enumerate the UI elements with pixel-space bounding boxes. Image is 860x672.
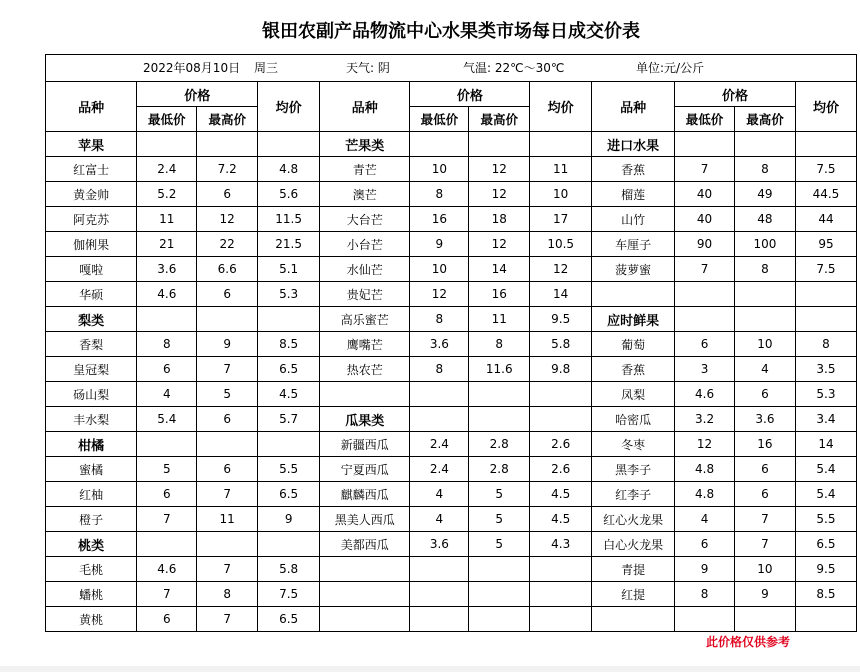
empty-cell [469,132,530,157]
variety-cell: 香蕉 [592,157,675,182]
high-price-cell: 11 [197,507,258,532]
avg-price-cell: 5.7 [258,407,320,432]
variety-cell: 车厘子 [592,232,675,257]
high-price-cell: 6 [197,182,258,207]
table-row [46,482,857,507]
low-price-cell: 9 [410,232,469,257]
avg-price-cell: 44.5 [795,182,856,207]
high-price-cell: 12 [469,232,530,257]
col-header-variety: 品种 [46,82,137,132]
low-price-cell: 6 [137,482,197,507]
low-price-cell: 4.6 [137,282,197,307]
empty-cell [197,307,258,332]
variety-cell [592,607,675,632]
low-price-cell: 6 [675,532,735,557]
table-row [46,607,857,632]
high-price-cell: 8 [734,157,795,182]
variety-cell: 哈密瓜 [592,407,675,432]
high-price-cell: 6 [197,407,258,432]
low-price-cell: 16 [410,207,469,232]
col-header-avg: 均价 [795,82,856,132]
high-price-cell: 12 [197,207,258,232]
avg-price-cell: 9 [258,507,320,532]
high-price-cell: 10 [734,557,795,582]
low-price-cell: 4 [675,507,735,532]
table-row [46,182,857,207]
col-header-high: 最高价 [734,107,795,132]
col-header-low: 最低价 [675,107,735,132]
header-row-2 [46,107,857,132]
empty-cell [137,532,197,557]
empty-cell [675,307,735,332]
high-price-cell: 16 [734,432,795,457]
avg-price-cell: 5.5 [258,457,320,482]
low-price-cell: 5.4 [137,407,197,432]
avg-price-cell: 6.5 [795,532,856,557]
high-price-cell [469,607,530,632]
low-price-cell: 7 [675,257,735,282]
high-price-cell [734,282,795,307]
low-price-cell: 4 [410,482,469,507]
col-header-price: 价格 [410,82,530,107]
variety-cell: 砀山梨 [46,382,137,407]
variety-cell: 红心火龙果 [592,507,675,532]
low-price-cell: 8 [410,357,469,382]
variety-cell: 橙子 [46,507,137,532]
low-price-cell: 90 [675,232,735,257]
high-price-cell [734,607,795,632]
variety-cell [320,382,410,407]
col-header-low: 最低价 [410,107,469,132]
table-row [46,582,857,607]
variety-cell: 毛桃 [46,557,137,582]
high-price-cell: 7 [197,482,258,507]
empty-cell [137,132,197,157]
high-price-cell: 5 [469,532,530,557]
high-price-cell: 7 [734,532,795,557]
report-date: 2022年08月10日 [143,61,241,75]
category-label: 应时鲜果 [592,307,675,332]
low-price-cell [410,582,469,607]
table-row [46,232,857,257]
low-price-cell: 6 [675,332,735,357]
low-price-cell: 10 [410,157,469,182]
table-row [46,207,857,232]
high-price-cell: 7 [197,557,258,582]
low-price-cell: 8 [410,307,469,332]
high-price-cell: 6 [197,282,258,307]
avg-price-cell: 6.5 [258,482,320,507]
variety-cell: 山竹 [592,207,675,232]
high-price-cell: 49 [734,182,795,207]
avg-price-cell: 5.8 [258,557,320,582]
empty-cell [795,132,856,157]
variety-cell: 水仙芒 [320,257,410,282]
variety-cell: 香梨 [46,332,137,357]
avg-price-cell [530,557,592,582]
table-row [46,407,857,432]
table-row [46,532,857,557]
high-price-cell: 8 [734,257,795,282]
avg-price-cell: 8.5 [795,582,856,607]
col-header-variety: 品种 [592,82,675,132]
variety-cell: 澳芒 [320,182,410,207]
variety-cell: 红提 [592,582,675,607]
low-price-cell: 3.6 [137,257,197,282]
avg-price-cell: 3.5 [795,357,856,382]
empty-cell [410,132,469,157]
high-price-cell: 5 [197,382,258,407]
low-price-cell: 21 [137,232,197,257]
variety-cell: 小台芒 [320,232,410,257]
high-price-cell: 6.6 [197,257,258,282]
high-price-cell: 9 [197,332,258,357]
low-price-cell: 4.8 [675,482,735,507]
high-price-cell: 100 [734,232,795,257]
avg-price-cell: 12 [530,257,592,282]
variety-cell: 黑李子 [592,457,675,482]
avg-price-cell: 2.6 [530,457,592,482]
high-price-cell: 12 [469,157,530,182]
variety-cell: 高乐蜜芒 [320,307,410,332]
variety-cell: 美都西瓜 [320,532,410,557]
high-price-cell: 11.6 [469,357,530,382]
low-price-cell: 12 [410,282,469,307]
bottom-strip [0,666,860,672]
category-label: 桃类 [46,532,137,557]
empty-cell [530,132,592,157]
table-row [46,307,857,332]
table-row [46,382,857,407]
table-row [46,457,857,482]
variety-cell: 宁夏西瓜 [320,457,410,482]
variety-cell [320,607,410,632]
high-price-cell: 22 [197,232,258,257]
low-price-cell [410,607,469,632]
avg-price-cell: 21.5 [258,232,320,257]
high-price-cell [469,557,530,582]
col-header-high: 最高价 [469,107,530,132]
variety-cell: 榴莲 [592,182,675,207]
variety-cell: 华硕 [46,282,137,307]
table-row [46,432,857,457]
high-price-cell: 7 [197,607,258,632]
variety-cell [320,582,410,607]
avg-price-cell: 4.3 [530,532,592,557]
table-row [46,557,857,582]
variety-cell [592,282,675,307]
empty-cell [795,307,856,332]
low-price-cell [675,282,735,307]
unit-label: 单位:元/公斤 [636,61,705,75]
low-price-cell [675,607,735,632]
empty-cell [258,307,320,332]
high-price-cell: 14 [469,257,530,282]
avg-price-cell: 7.5 [795,157,856,182]
empty-cell [137,432,197,457]
empty-cell [197,132,258,157]
avg-price-cell: 3.4 [795,407,856,432]
avg-price-cell: 7.5 [258,582,320,607]
low-price-cell: 4.8 [675,457,735,482]
variety-cell: 凤梨 [592,382,675,407]
empty-cell [734,132,795,157]
avg-price-cell: 5.4 [795,482,856,507]
avg-price-cell: 9.8 [530,357,592,382]
low-price-cell: 40 [675,207,735,232]
low-price-cell: 3.6 [410,332,469,357]
avg-price-cell [795,282,856,307]
empty-cell [258,432,320,457]
empty-cell [197,432,258,457]
variety-cell: 红李子 [592,482,675,507]
avg-price-cell: 10 [530,182,592,207]
category-label: 苹果 [46,132,137,157]
low-price-cell: 6 [137,607,197,632]
table-row [46,282,857,307]
avg-price-cell: 5.8 [530,332,592,357]
avg-price-cell: 95 [795,232,856,257]
table-row [46,132,857,157]
empty-cell [197,532,258,557]
table-row [46,357,857,382]
variety-cell: 冬枣 [592,432,675,457]
col-header-avg: 均价 [258,82,320,132]
low-price-cell: 7 [137,507,197,532]
high-price-cell: 3.6 [734,407,795,432]
high-price-cell: 9 [734,582,795,607]
low-price-cell: 3.2 [675,407,735,432]
avg-price-cell: 6.5 [258,607,320,632]
high-price-cell: 8 [469,332,530,357]
low-price-cell: 6 [137,357,197,382]
header-row-1 [46,82,857,107]
variety-cell: 麒麟西瓜 [320,482,410,507]
low-price-cell: 9 [675,557,735,582]
col-header-variety: 品种 [320,82,410,132]
variety-cell: 红富士 [46,157,137,182]
variety-cell: 蜜橘 [46,457,137,482]
high-price-cell: 5 [469,507,530,532]
high-price-cell: 2.8 [469,457,530,482]
category-label: 瓜果类 [320,407,410,432]
avg-price-cell: 10.5 [530,232,592,257]
variety-cell: 新疆西瓜 [320,432,410,457]
low-price-cell: 2.4 [410,457,469,482]
high-price-cell: 10 [734,332,795,357]
avg-price-cell: 6.5 [258,357,320,382]
high-price-cell: 18 [469,207,530,232]
table-row [46,157,857,182]
high-price-cell: 12 [469,182,530,207]
col-header-high: 最高价 [197,107,258,132]
low-price-cell: 40 [675,182,735,207]
avg-price-cell: 9.5 [530,307,592,332]
avg-price-cell: 4.8 [258,157,320,182]
price-table [45,54,857,632]
avg-price-cell: 7.5 [795,257,856,282]
low-price-cell: 5 [137,457,197,482]
avg-price-cell [795,607,856,632]
variety-cell: 红柚 [46,482,137,507]
avg-price-cell: 2.6 [530,432,592,457]
avg-price-cell: 5.1 [258,257,320,282]
variety-cell: 黄桃 [46,607,137,632]
low-price-cell: 2.4 [137,157,197,182]
high-price-cell: 11 [469,307,530,332]
table-row [46,507,857,532]
empty-cell [137,307,197,332]
footnote: 此价格仅供参考 [706,635,791,649]
variety-cell: 热农芒 [320,357,410,382]
avg-price-cell: 5.3 [258,282,320,307]
temperature-label: 气温: 22℃～30℃ [463,61,565,75]
high-price-cell: 5 [469,482,530,507]
avg-price-cell [530,582,592,607]
variety-cell: 香蕉 [592,357,675,382]
low-price-cell [410,557,469,582]
variety-cell: 白心火龙果 [592,532,675,557]
high-price-cell: 7 [197,357,258,382]
avg-price-cell: 14 [530,282,592,307]
col-header-avg: 均价 [530,82,592,132]
low-price-cell: 2.4 [410,432,469,457]
col-header-low: 最低价 [137,107,197,132]
low-price-cell: 11 [137,207,197,232]
low-price-cell: 5.2 [137,182,197,207]
avg-price-cell: 9.5 [795,557,856,582]
avg-price-cell: 4.5 [530,507,592,532]
variety-cell: 青芒 [320,157,410,182]
high-price-cell: 2.8 [469,432,530,457]
avg-price-cell [530,607,592,632]
low-price-cell: 4.6 [137,557,197,582]
low-price-cell: 8 [137,332,197,357]
avg-price-cell: 4.5 [530,482,592,507]
avg-price-cell: 11 [530,157,592,182]
avg-price-cell: 17 [530,207,592,232]
avg-price-cell: 5.6 [258,182,320,207]
avg-price-cell: 5.5 [795,507,856,532]
category-label: 芒果类 [320,132,410,157]
category-label: 梨类 [46,307,137,332]
empty-cell [734,307,795,332]
empty-cell [530,407,592,432]
high-price-cell: 4 [734,357,795,382]
low-price-cell: 10 [410,257,469,282]
high-price-cell: 6 [734,382,795,407]
low-price-cell: 7 [137,582,197,607]
high-price-cell: 6 [734,482,795,507]
empty-cell [410,407,469,432]
empty-cell [675,132,735,157]
variety-cell: 伽俐果 [46,232,137,257]
variety-cell: 蟠桃 [46,582,137,607]
low-price-cell: 4 [410,507,469,532]
avg-price-cell: 44 [795,207,856,232]
low-price-cell: 4.6 [675,382,735,407]
avg-price-cell: 5.3 [795,382,856,407]
avg-price-cell: 8.5 [258,332,320,357]
col-header-price: 价格 [675,82,796,107]
empty-cell [469,407,530,432]
high-price-cell: 7.2 [197,157,258,182]
variety-cell: 丰水梨 [46,407,137,432]
weather-label: 天气: 阴 [346,61,390,75]
col-header-price: 价格 [137,82,258,107]
variety-cell: 葡萄 [592,332,675,357]
avg-price-cell: 14 [795,432,856,457]
low-price-cell: 8 [410,182,469,207]
variety-cell: 黑美人西瓜 [320,507,410,532]
variety-cell: 皇冠梨 [46,357,137,382]
high-price-cell: 7 [734,507,795,532]
avg-price-cell: 11.5 [258,207,320,232]
variety-cell: 贵妃芒 [320,282,410,307]
variety-cell: 嘎啦 [46,257,137,282]
low-price-cell [410,382,469,407]
high-price-cell [469,582,530,607]
high-price-cell: 8 [197,582,258,607]
table-row [46,257,857,282]
variety-cell: 大台芒 [320,207,410,232]
category-label: 柑橘 [46,432,137,457]
low-price-cell: 12 [675,432,735,457]
high-price-cell [469,382,530,407]
variety-cell: 青提 [592,557,675,582]
high-price-cell: 16 [469,282,530,307]
variety-cell: 黄金帅 [46,182,137,207]
avg-price-cell: 4.5 [258,382,320,407]
page-title: 银田农副产品物流中心水果类市场每日成交价表 [262,21,640,42]
avg-price-cell: 5.4 [795,457,856,482]
low-price-cell: 4 [137,382,197,407]
report-weekday: 周三 [254,61,279,75]
category-label: 进口水果 [592,132,675,157]
info-row [46,55,857,82]
empty-cell [258,132,320,157]
empty-cell [258,532,320,557]
variety-cell: 阿克苏 [46,207,137,232]
avg-price-cell: 8 [795,332,856,357]
low-price-cell: 7 [675,157,735,182]
variety-cell: 鹰嘴芒 [320,332,410,357]
low-price-cell: 3 [675,357,735,382]
high-price-cell: 48 [734,207,795,232]
high-price-cell: 6 [197,457,258,482]
high-price-cell: 6 [734,457,795,482]
table-row [46,332,857,357]
variety-cell: 菠萝蜜 [592,257,675,282]
low-price-cell: 8 [675,582,735,607]
variety-cell [320,557,410,582]
avg-price-cell [530,382,592,407]
low-price-cell: 3.6 [410,532,469,557]
